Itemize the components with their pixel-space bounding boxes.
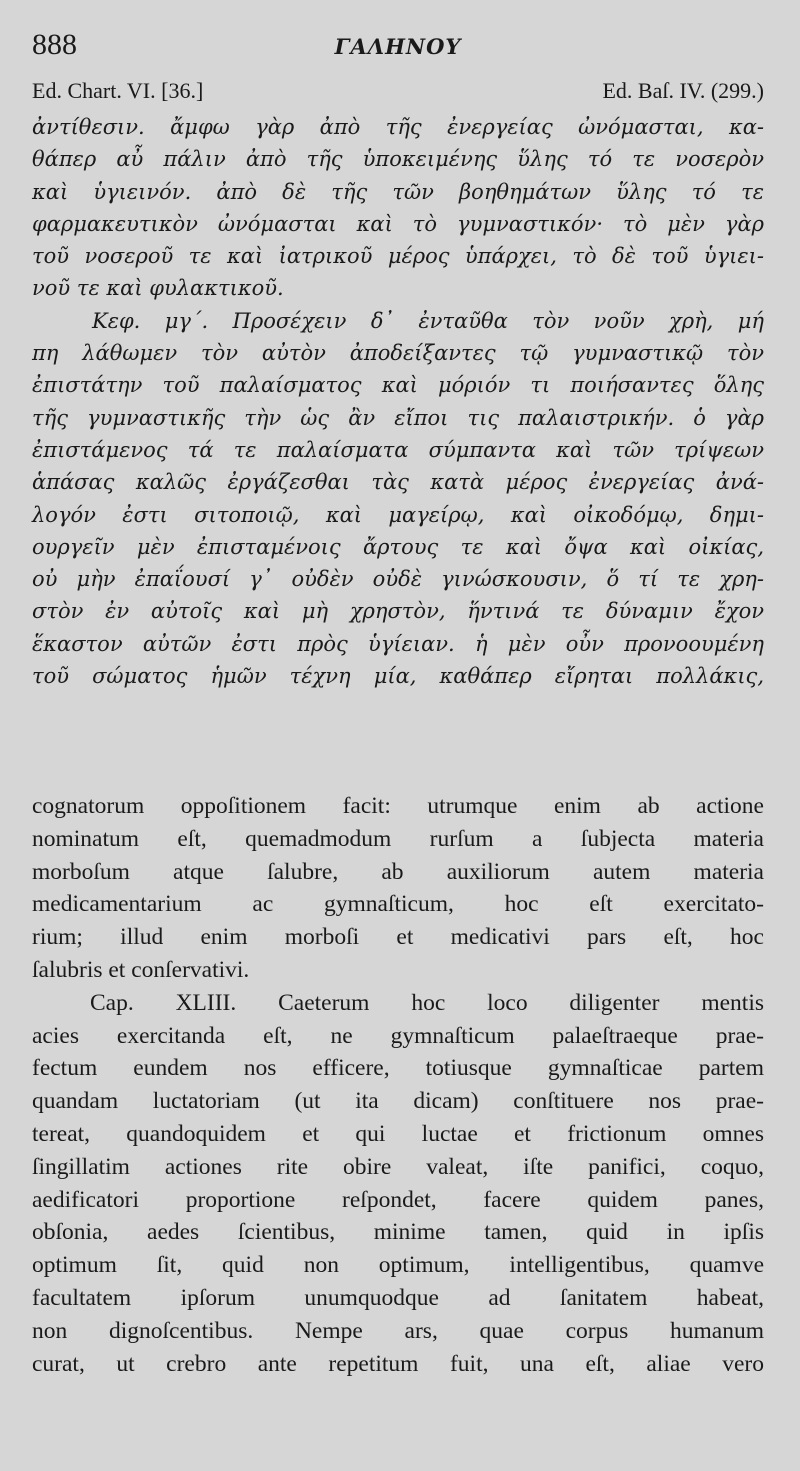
latin-line: acies exercitanda eſt, ne gymnaſticum palaeſtraeque prae- [32,1022,764,1049]
greek-line: πη λάθωμεν τὸν αὐτὸν ἀποδείξαντες τῷ γυμναστικῷ τὸν [32,341,764,366]
edition-references [32,78,764,108]
greek-line: φαρμακευτικὸν ὠνόμασται καὶ τὸ γυμναστικόν· τὸ μὲν γὰρ [32,211,764,236]
edition-basel: Ed. Baſ. IV. (299.) [602,78,764,103]
greek-line: ἐπιστάτην τοῦ παλαίσματος καὶ μόριόν τι ποιήσαντες ὅλης [32,373,764,398]
latin-line: aedificatori proportione reſpondet, facere quidem panes, [32,1186,764,1213]
greek-text [32,111,764,692]
greek-line: τῆς γυμναστικῆς τὴν ὡς ἂν εἴποι τις παλαιστρικήν. ὁ γὰρ [32,405,764,430]
latin-line: cognatorum oppoſitionem facit: utrumque enim ab actione [32,793,764,819]
latin-line: tereat, quandoquidem et qui luctae et frictionum omnes [32,1120,764,1147]
greek-line: καὶ ὑγιεινόν. ἀπὸ δὲ τῆς τῶν βοηθημάτων ὕλης τό τε [32,179,764,204]
greek-line: ἁπάσας καλῶς ἐργάζεσθαι τὰς κατὰ μέρος ἐνεργείας ἀνά- [32,470,764,495]
latin-chapter-start-line: Cap. XLIII. Caeterum hoc loco diligenter mentis [90,989,764,1016]
greek-line: τοῦ νοσεροῦ τε καὶ ἰατρικοῦ μέρος ὑπάρχει, τὸ δὲ τοῦ ὑγιει- [32,244,764,269]
latin-line: optimum ſit, quid non optimum, intelligentibus, quamve [32,1252,764,1279]
latin-line: ſalubris et conſervativi. [32,956,250,983]
greek-line: ουργεῖν μὲν ἐπισταμένοις ἄρτους τε καὶ ὄψα καὶ οἰκίας, [32,534,764,559]
edition-chartier: Ed. Chart. VI. [36.] [32,78,204,103]
latin-line: rium; illud enim morboſi et medicativi pars eſt, hoc [32,924,764,951]
latin-line: quandam luctatoriam (ut ita dicam) conſtituere nos prae- [32,1088,764,1115]
latin-line: obſonia, aedes ſcientibus, minime tamen, quid in ipſis [32,1219,764,1246]
latin-line: nominatum eſt, quemadmodum rurſum a ſubjecta materia [32,825,764,852]
page-header [32,28,764,68]
greek-line: οὐ μὴν ἐπαΐουσί γ᾽ οὐδὲν οὐδὲ γινώσκουσιν, ὅ τί τε χρη- [32,567,764,592]
greek-chapter-start-line: Κεφ. μγ΄. Προσέχειν δ᾽ ἐνταῦθα τὸν νοῦν χρὴ, μή [92,308,764,333]
greek-line: ἐπιστάμενος τά τε παλαίσματα σύμπαντα καὶ τῶν τρίψεων [32,437,764,462]
greek-line: νοῦ τε καὶ φυλακτικοῦ. [32,276,284,301]
latin-line: non dignoſcentibus. Nempe ars, quae corpus humanum [32,1317,764,1344]
latin-line: fectum eundem nos efficere, totiusque gymnaſticae partem [32,1055,764,1082]
latin-line: ſingillatim actiones rite obire valeat, iſte panifici, coquo, [32,1153,764,1180]
latin-text [32,790,764,1380]
greek-line: τοῦ σώματος ἡμῶν τέχνη μία, καθάπερ εἴρηται πολλάκις, [32,664,764,689]
latin-line: facultatem ipſorum unumquodque ad ſanitatem habeat, [32,1284,764,1311]
greek-line: λογόν ἐστι σιτοποιῷ, καὶ μαγείρῳ, καὶ οἰκοδόμῳ, δημι- [32,502,764,527]
latin-line: morboſum atque ſalubre, ab auxiliorum autem materia [32,858,764,885]
greek-line: ἀντίθεσιν. ἄμφω γὰρ ἀπὸ τῆς ἐνεργείας ὠνόμασται, κα- [32,115,764,139]
page-number: 888 [32,28,77,61]
greek-line: στὸν ἐν αὐτοῖς καὶ μὴ χρηστὸν, ἥντινά τε δύναμιν ἔχον [32,599,764,624]
running-title: ΓΑΛΗΝΟΥ [334,34,462,59]
latin-line: curat, ut crebro ante repetitum fuit, una eſt, aliae vero [32,1350,764,1377]
greek-line: θάπερ αὖ πάλιν ἀπὸ τῆς ὑποκειμένης ὕλης τό τε νοσερὸν [32,147,764,172]
greek-line: ἕκαστον αὐτῶν ἐστι πρὸς ὑγίειαν. ἡ μὲν οὖν προνοουμένη [32,631,764,656]
latin-line: medicamentarium ac gymnaſticum, hoc eſt exercitato- [32,891,764,918]
